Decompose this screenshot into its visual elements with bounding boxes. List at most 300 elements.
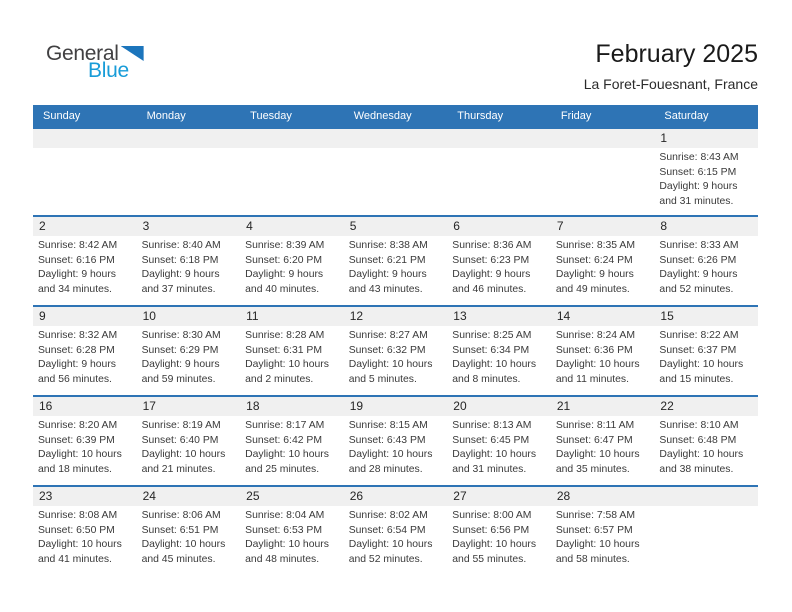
day-cell-5 [344, 217, 448, 305]
sunset-line [38, 344, 134, 359]
daylight-label: Daylight: [659, 181, 700, 193]
weekday-header-monday: Monday [146, 110, 186, 122]
day-info [137, 416, 241, 477]
sunset-value: 6:45 PM [490, 434, 530, 446]
calendar-weeks [33, 127, 758, 575]
day-number: 27 [447, 487, 551, 506]
day-cell-empty [33, 129, 137, 215]
sunset-value: 6:20 PM [283, 254, 322, 266]
sunrise-label: Sunrise: [38, 240, 77, 251]
sunset-line [38, 434, 134, 449]
sunrise-value: 8:10 AM [700, 420, 739, 431]
sunrise-value: 8:25 AM [493, 330, 532, 341]
day-cell-25 [240, 487, 344, 575]
sunset-label: Sunset: [555, 344, 592, 356]
sunset-line [452, 524, 548, 539]
sunset-label: Sunset: [659, 344, 695, 356]
sunset-label: Sunset: [452, 344, 488, 356]
sunrise-label: Sunrise: [555, 420, 594, 431]
day-cell-23 [33, 487, 137, 575]
sunrise-line [38, 509, 134, 524]
sunrise-line [142, 419, 238, 434]
sunset-label: Sunset: [555, 434, 592, 446]
sunrise-label: Sunrise: [38, 420, 77, 431]
sunrise-label: Sunrise: [452, 330, 491, 341]
sunset-value: 6:15 PM [697, 166, 737, 178]
sunset-value: 6:31 PM [283, 344, 322, 356]
sunrise-line [245, 329, 341, 344]
weekday-header-thursday: Thursday [457, 110, 504, 122]
sunset-value: 6:18 PM [179, 254, 219, 266]
sunrise-value: 8:39 AM [286, 240, 325, 251]
day-cell-empty [551, 129, 655, 215]
day-cell-28 [551, 487, 655, 575]
week-row-3 [33, 305, 758, 395]
day-number: 2 [33, 217, 137, 236]
sunset-value: 6:40 PM [179, 434, 219, 446]
sunset-line [38, 254, 134, 269]
daylight-value: 10 hours and 45 minutes. [141, 539, 226, 565]
day-info [240, 506, 344, 567]
daylight-label: Daylight: [452, 269, 493, 281]
daylight-label: Daylight: [38, 449, 79, 461]
weekday-header-wednesday: Wednesday [353, 110, 412, 122]
daylight-line [142, 448, 238, 477]
daylight-label: Daylight: [555, 449, 597, 461]
daylight-line [245, 268, 341, 297]
sunrise-label: Sunrise: [659, 240, 698, 251]
day-number: 28 [551, 487, 655, 506]
day-number: 22 [654, 397, 758, 416]
sunrise-value: 8:22 AM [700, 330, 739, 341]
page-title: February 2025 [595, 40, 758, 68]
day-cell-empty [137, 129, 241, 215]
sunset-label: Sunset: [555, 524, 592, 536]
day-number: 13 [447, 307, 551, 326]
sunrise-label: Sunrise: [659, 330, 698, 341]
daylight-value: 10 hours and 21 minutes. [141, 449, 226, 475]
sunset-line [556, 344, 652, 359]
sunset-line [659, 254, 755, 269]
day-info [654, 326, 758, 387]
daylight-label: Daylight: [141, 449, 182, 461]
sunset-label: Sunset: [38, 434, 74, 446]
daylight-value: 10 hours and 8 minutes. [452, 359, 537, 385]
sunrise-value: 7:58 AM [596, 510, 635, 521]
sunset-line [659, 434, 755, 449]
sunrise-value: 8:40 AM [182, 240, 221, 251]
day-number: 8 [654, 217, 758, 236]
day-number [240, 129, 344, 148]
sunset-label: Sunset: [452, 254, 488, 266]
sunrise-label: Sunrise: [555, 240, 594, 251]
sunset-line [452, 344, 548, 359]
sunset-value: 6:16 PM [76, 254, 115, 266]
sunrise-label: Sunrise: [348, 240, 387, 251]
sunset-label: Sunset: [348, 254, 384, 266]
sunset-value: 6:51 PM [179, 524, 219, 536]
daylight-value: 9 hours and 52 minutes. [659, 269, 738, 295]
day-cell-24 [137, 487, 241, 575]
day-number: 23 [33, 487, 137, 506]
day-number: 18 [240, 397, 344, 416]
daylight-label: Daylight: [141, 539, 182, 551]
sunset-label: Sunset: [348, 524, 384, 536]
day-cell-21 [551, 397, 655, 485]
sunrise-value: 8:08 AM [79, 510, 118, 521]
day-cell-13 [447, 307, 551, 395]
daylight-label: Daylight: [452, 449, 493, 461]
daylight-value: 9 hours and 59 minutes. [141, 359, 220, 385]
day-info [33, 326, 137, 387]
day-number: 24 [137, 487, 241, 506]
daylight-label: Daylight: [348, 539, 390, 551]
daylight-value: 9 hours and 43 minutes. [348, 269, 427, 295]
sunset-line [349, 524, 445, 539]
day-cell-27 [447, 487, 551, 575]
daylight-value: 10 hours and 38 minutes. [659, 449, 744, 475]
sunset-label: Sunset: [141, 344, 177, 356]
daylight-line [452, 358, 548, 387]
sunset-line [245, 344, 341, 359]
day-info [137, 506, 241, 567]
day-info [240, 416, 344, 477]
sunrise-label: Sunrise: [38, 330, 77, 341]
day-cell-2 [33, 217, 137, 305]
sunset-value: 6:39 PM [76, 434, 115, 446]
weekday-header-tuesday: Tuesday [250, 110, 292, 122]
sunrise-value: 8:28 AM [286, 330, 325, 341]
day-cell-12 [344, 307, 448, 395]
day-cell-6 [447, 217, 551, 305]
day-info [344, 326, 448, 387]
daylight-label: Daylight: [555, 269, 597, 281]
daylight-value: 9 hours and 49 minutes. [555, 269, 634, 295]
day-number: 25 [240, 487, 344, 506]
daylight-label: Daylight: [38, 539, 79, 551]
sunrise-value: 8:33 AM [700, 240, 739, 251]
day-info [344, 236, 448, 297]
daylight-line [659, 180, 755, 209]
day-info [551, 236, 655, 297]
daylight-label: Daylight: [245, 359, 286, 371]
sunrise-line [38, 329, 134, 344]
daylight-line [659, 448, 755, 477]
sunrise-label: Sunrise: [452, 510, 491, 521]
daylight-label: Daylight: [348, 359, 390, 371]
sunrise-line [556, 239, 652, 254]
day-cell-19 [344, 397, 448, 485]
daylight-value: 10 hours and 25 minutes. [245, 449, 329, 475]
logo-text-general: General [46, 42, 119, 65]
sunrise-label: Sunrise: [452, 420, 491, 431]
sunrise-line [245, 419, 341, 434]
sunset-value: 6:56 PM [490, 524, 530, 536]
day-number [551, 129, 655, 148]
sunset-label: Sunset: [659, 254, 695, 266]
sunrise-line [142, 509, 238, 524]
daylight-line [142, 268, 238, 297]
daylight-line [452, 268, 548, 297]
daylight-label: Daylight: [38, 359, 79, 371]
daylight-label: Daylight: [659, 359, 700, 371]
day-info [137, 326, 241, 387]
sunrise-line [38, 419, 134, 434]
sunset-line [659, 344, 755, 359]
day-cell-9 [33, 307, 137, 395]
week-row-4 [33, 395, 758, 485]
sunrise-line [142, 239, 238, 254]
sunset-line [349, 254, 445, 269]
daylight-line [349, 358, 445, 387]
sunset-value: 6:32 PM [386, 344, 426, 356]
daylight-line [349, 538, 445, 567]
sunset-line [142, 524, 238, 539]
day-info [447, 326, 551, 387]
day-info [240, 326, 344, 387]
day-number: 4 [240, 217, 344, 236]
sunrise-label: Sunrise: [348, 330, 387, 341]
daylight-label: Daylight: [659, 269, 700, 281]
daylight-value: 10 hours and 35 minutes. [555, 449, 640, 475]
sunrise-value: 8:02 AM [389, 510, 428, 521]
sunset-label: Sunset: [38, 254, 74, 266]
sunset-value: 6:57 PM [593, 524, 633, 536]
sunrise-value: 8:13 AM [493, 420, 532, 431]
day-number: 10 [137, 307, 241, 326]
sunset-label: Sunset: [245, 524, 281, 536]
day-info [551, 506, 655, 567]
daylight-value: 10 hours and 41 minutes. [38, 539, 122, 565]
daylight-line [38, 268, 134, 297]
sunrise-value: 8:42 AM [79, 240, 118, 251]
day-info [447, 416, 551, 477]
day-number [654, 487, 758, 506]
daylight-value: 10 hours and 58 minutes. [555, 539, 640, 565]
sunrise-value: 8:38 AM [389, 240, 428, 251]
sunset-line [245, 524, 341, 539]
day-info [551, 326, 655, 387]
day-number: 20 [447, 397, 551, 416]
title-block [584, 40, 758, 92]
day-number: 14 [551, 307, 655, 326]
sunset-value: 6:54 PM [386, 524, 426, 536]
day-cell-8 [654, 217, 758, 305]
sunrise-label: Sunrise: [141, 240, 180, 251]
daylight-line [245, 448, 341, 477]
daylight-line [556, 538, 652, 567]
daylight-label: Daylight: [452, 359, 493, 371]
sunset-line [452, 254, 548, 269]
daylight-label: Daylight: [141, 269, 182, 281]
sunset-value: 6:36 PM [593, 344, 633, 356]
week-row-5 [33, 485, 758, 575]
sunrise-line [452, 509, 548, 524]
day-cell-26 [344, 487, 448, 575]
daylight-line [38, 358, 134, 387]
daylight-label: Daylight: [555, 359, 597, 371]
sunrise-label: Sunrise: [245, 240, 284, 251]
daylight-line [245, 538, 341, 567]
day-info [344, 416, 448, 477]
weekday-header-friday: Friday [560, 110, 592, 122]
daylight-label: Daylight: [348, 269, 390, 281]
weekday-header-row [33, 105, 758, 127]
calendar-table [33, 105, 758, 575]
day-number: 7 [551, 217, 655, 236]
sunrise-line [659, 239, 755, 254]
daylight-value: 10 hours and 11 minutes. [555, 359, 640, 385]
sunset-line [556, 434, 652, 449]
sunrise-value: 8:00 AM [493, 510, 532, 521]
daylight-line [349, 268, 445, 297]
weekday-header-saturday: Saturday [664, 110, 709, 122]
sunset-value: 6:53 PM [283, 524, 322, 536]
sunrise-value: 8:11 AM [596, 420, 635, 431]
sunset-line [245, 254, 341, 269]
day-cell-14 [551, 307, 655, 395]
sunset-line [556, 524, 652, 539]
day-number: 5 [344, 217, 448, 236]
sunrise-label: Sunrise: [659, 152, 698, 163]
weekday-header-sunday: Sunday [43, 110, 81, 122]
sunset-line [349, 434, 445, 449]
sunrise-label: Sunrise: [659, 420, 698, 431]
sunrise-line [556, 329, 652, 344]
sunset-label: Sunset: [659, 166, 695, 178]
daylight-line [142, 538, 238, 567]
sunrise-label: Sunrise: [245, 420, 284, 431]
sunrise-value: 8:32 AM [79, 330, 118, 341]
daylight-line [556, 268, 652, 297]
sunrise-line [349, 419, 445, 434]
daylight-line [659, 268, 755, 297]
sunset-label: Sunset: [245, 254, 281, 266]
day-number [344, 129, 448, 148]
sunrise-line [452, 419, 548, 434]
sunrise-value: 8:06 AM [182, 510, 221, 521]
sunrise-line [556, 509, 652, 524]
sunrise-line [245, 239, 341, 254]
daylight-value: 10 hours and 52 minutes. [348, 539, 433, 565]
day-cell-1 [654, 129, 758, 215]
day-number [447, 129, 551, 148]
day-cell-empty [447, 129, 551, 215]
day-info [33, 416, 137, 477]
sunrise-value: 8:36 AM [493, 240, 532, 251]
sunrise-value: 8:30 AM [182, 330, 221, 341]
daylight-line [38, 538, 134, 567]
day-cell-15 [654, 307, 758, 395]
sunrise-value: 8:17 AM [286, 420, 325, 431]
week-row-2 [33, 215, 758, 305]
day-number: 26 [344, 487, 448, 506]
daylight-value: 10 hours and 55 minutes. [452, 539, 537, 565]
day-cell-11 [240, 307, 344, 395]
day-number: 21 [551, 397, 655, 416]
day-cell-empty [240, 129, 344, 215]
daylight-label: Daylight: [659, 449, 700, 461]
sunrise-label: Sunrise: [245, 510, 284, 521]
daylight-value: 10 hours and 31 minutes. [452, 449, 537, 475]
daylight-value: 10 hours and 28 minutes. [348, 449, 433, 475]
day-cell-20 [447, 397, 551, 485]
daylight-label: Daylight: [348, 449, 390, 461]
day-number: 1 [654, 129, 758, 148]
sunset-value: 6:50 PM [76, 524, 115, 536]
daylight-line [556, 448, 652, 477]
sunset-label: Sunset: [141, 524, 177, 536]
sunrise-value: 8:27 AM [389, 330, 428, 341]
day-number: 12 [344, 307, 448, 326]
sunset-value: 6:23 PM [490, 254, 530, 266]
daylight-line [142, 358, 238, 387]
daylight-line [452, 538, 548, 567]
daylight-label: Daylight: [245, 449, 286, 461]
sunrise-line [452, 239, 548, 254]
sunset-value: 6:47 PM [593, 434, 633, 446]
daylight-value: 9 hours and 37 minutes. [141, 269, 220, 295]
sunset-label: Sunset: [452, 524, 488, 536]
sunrise-line [556, 419, 652, 434]
day-number: 17 [137, 397, 241, 416]
sunrise-label: Sunrise: [38, 510, 77, 521]
sunrise-label: Sunrise: [452, 240, 491, 251]
day-number: 16 [33, 397, 137, 416]
sunrise-line [349, 239, 445, 254]
sunset-value: 6:21 PM [386, 254, 426, 266]
daylight-value: 9 hours and 46 minutes. [452, 269, 531, 295]
sunrise-label: Sunrise: [141, 510, 180, 521]
sunset-line [142, 434, 238, 449]
day-info [344, 506, 448, 567]
day-info [447, 236, 551, 297]
sunset-label: Sunset: [452, 434, 488, 446]
day-number: 6 [447, 217, 551, 236]
sunset-line [556, 254, 652, 269]
daylight-line [245, 358, 341, 387]
daylight-line [659, 358, 755, 387]
day-cell-3 [137, 217, 241, 305]
daylight-line [556, 358, 652, 387]
sunset-label: Sunset: [659, 434, 695, 446]
sunset-label: Sunset: [348, 434, 384, 446]
sunset-value: 6:29 PM [179, 344, 219, 356]
logo-text-blue: Blue [88, 59, 129, 82]
sunset-value: 6:48 PM [697, 434, 737, 446]
sunrise-line [245, 509, 341, 524]
day-info [551, 416, 655, 477]
day-info [137, 236, 241, 297]
sunrise-value: 8:24 AM [596, 330, 635, 341]
sunset-value: 6:43 PM [386, 434, 426, 446]
sunset-value: 6:24 PM [593, 254, 633, 266]
sunset-line [452, 434, 548, 449]
daylight-value: 10 hours and 18 minutes. [38, 449, 122, 475]
sunrise-label: Sunrise: [141, 330, 180, 341]
day-cell-7 [551, 217, 655, 305]
sunrise-value: 8:20 AM [79, 420, 118, 431]
sunrise-line [452, 329, 548, 344]
sunset-label: Sunset: [555, 254, 592, 266]
daylight-line [349, 448, 445, 477]
day-info [654, 236, 758, 297]
sunrise-value: 8:43 AM [700, 152, 739, 163]
day-info [240, 236, 344, 297]
day-cell-empty [654, 487, 758, 575]
sunset-label: Sunset: [245, 344, 281, 356]
daylight-value: 9 hours and 34 minutes. [38, 269, 116, 295]
